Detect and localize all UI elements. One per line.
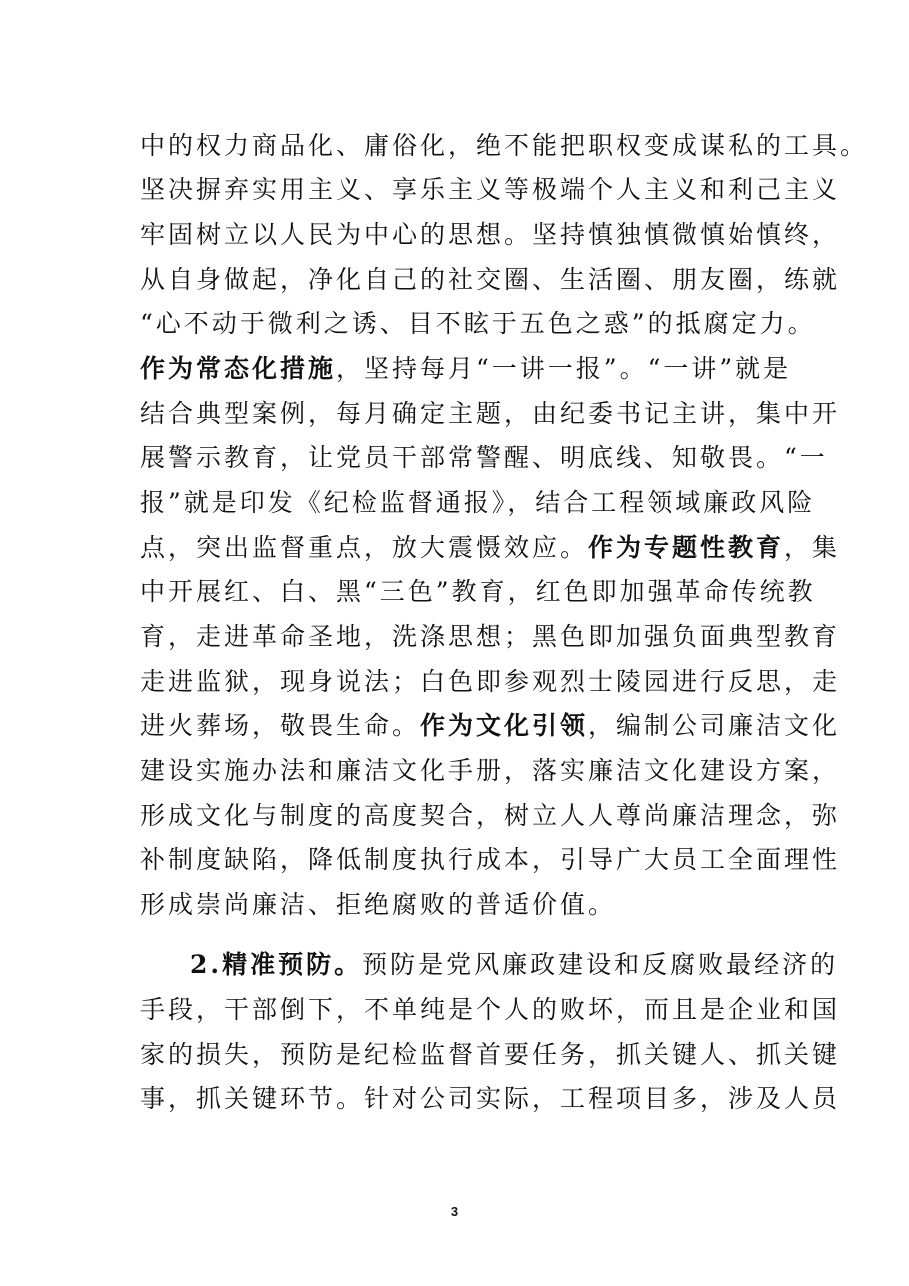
text-run: 进火葬场，敬畏生命。 (140, 711, 421, 740)
text-line (140, 175, 841, 205)
text-run: 形成崇尚廉洁、拒绝腐败的普适价值。 (140, 890, 617, 919)
bold-heading-run: 2.精准预防。 (190, 950, 363, 979)
text-line (140, 577, 816, 607)
text-line (140, 1084, 841, 1114)
text-run: ，坚持每月“一讲一报”。“一讲”就是 (336, 354, 792, 383)
text-line (140, 399, 841, 429)
text-line (140, 265, 841, 295)
text-line (140, 309, 816, 339)
bold-heading-run: 作为文化引领 (420, 711, 589, 740)
text-run: 中的权力商品化、庸俗化，绝不能把职权变成谋私的工具。 (140, 131, 869, 160)
bold-heading-run: 作为常态化措施 (140, 354, 337, 383)
text-run: 报”就是印发《纪检监督通报》，结合工程领域廉政风险 (140, 488, 816, 517)
text-line (140, 533, 841, 563)
text-run: 建设实施办法和廉洁文化手册，落实廉洁文化建设方案， (140, 756, 841, 785)
text-run: 牢固树立以人民为中心的思想。坚持慎独慎微慎始慎终， (140, 220, 841, 249)
text-run: ，集 (784, 533, 841, 562)
text-line (140, 995, 841, 1025)
bold-heading-run: 作为专题性教育 (588, 533, 785, 562)
text-line (140, 220, 841, 250)
text-run: 结合典型案例，每月确定主题，由纪委书记主讲，集中开 (140, 399, 841, 428)
page-number: 3 (450, 1204, 459, 1219)
text-run: ，编制公司廉洁文化 (588, 711, 841, 740)
text-line (190, 950, 839, 980)
text-line (140, 756, 841, 786)
text-line (140, 1040, 841, 1070)
text-run: 坚决摒弃实用主义、享乐主义等极端个人主义和利己主义 (140, 175, 841, 204)
text-run: 事，抓关键环节。针对公司实际，工程项目多，涉及人员 (140, 1084, 841, 1113)
text-run: 手段，干部倒下，不单纯是个人的败坏，而且是企业和国 (140, 995, 841, 1024)
text-run: “心不动于微利之诱、目不眩于五色之惑”的抵腐定力。 (140, 309, 816, 338)
text-line (140, 354, 792, 384)
text-line (140, 622, 841, 652)
text-run: 展警示教育，让党员干部常警醒、明底线、知敬畏。“一 (140, 443, 828, 472)
text-run: 从自身做起，净化自己的社交圈、生活圈、朋友圈，练就 (140, 265, 841, 294)
text-line (140, 488, 816, 518)
text-line (140, 890, 780, 920)
text-run: 走进监狱，现身说法；白色即参观烈士陵园进行反思，走 (140, 667, 841, 696)
text-line (140, 131, 869, 161)
text-line (140, 801, 841, 831)
text-run: 中开展红、白、黑“三色”教育，红色即加强革命传统教 (140, 577, 816, 606)
text-line (140, 711, 841, 741)
text-line (140, 845, 841, 875)
text-run: 补制度缺陷，降低制度执行成本，引导广大员工全面理性 (140, 845, 841, 874)
text-run: 育，走进革命圣地，洗涤思想；黑色即加强负面典型教育 (140, 622, 841, 651)
text-run: 形成文化与制度的高度契合，树立人人尊尚廉洁理念，弥 (140, 801, 841, 830)
text-run: 家的损失，预防是纪检监督首要任务，抓关键人、抓关键 (140, 1040, 841, 1069)
text-run: 点，突出监督重点，放大震慑效应。 (140, 533, 589, 562)
text-line (140, 667, 841, 697)
text-run: 预防是党风廉政建设和反腐败最经济的 (362, 950, 839, 979)
text-line (140, 443, 828, 473)
